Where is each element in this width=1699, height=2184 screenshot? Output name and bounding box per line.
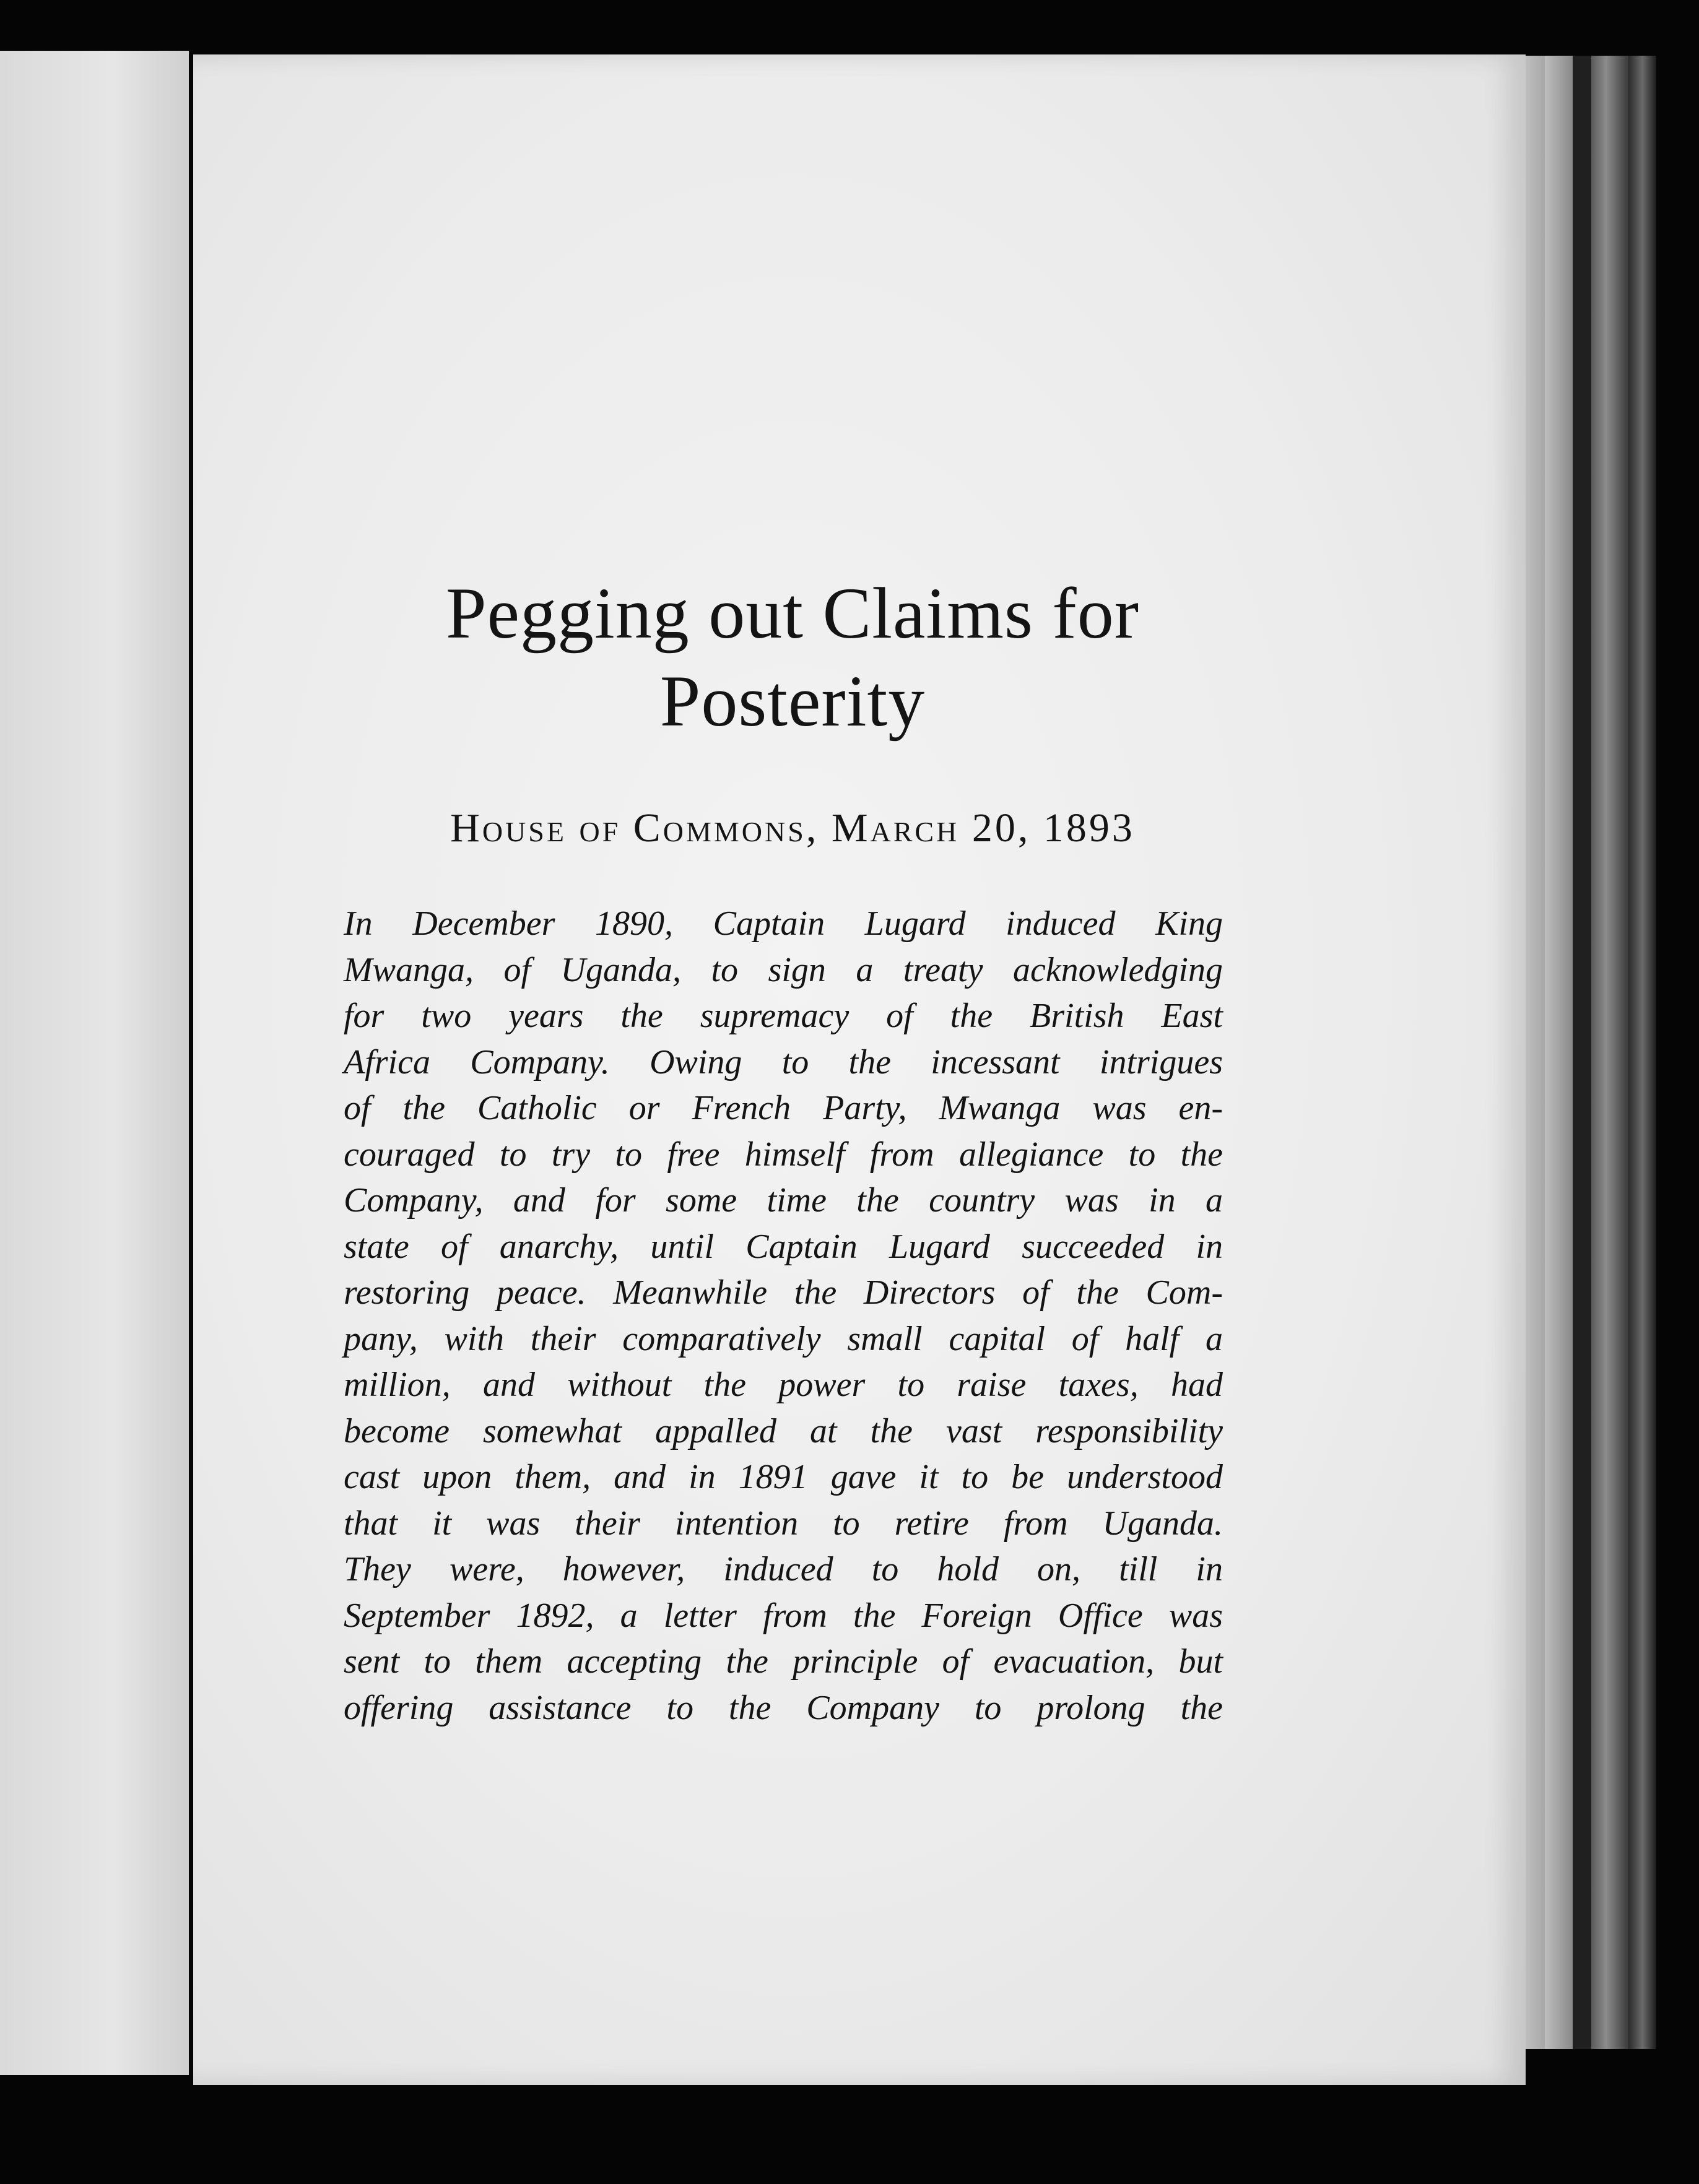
body-line: become somewhat appalled at the vast responsibility xyxy=(344,1411,1223,1450)
body-line: offering assistance to the Company to prolong the xyxy=(344,1688,1223,1727)
body-line: million, and without the power to raise taxes, had xyxy=(344,1366,1223,1404)
body-line: Company, and for some time the country was in a xyxy=(344,1181,1223,1220)
body-line: They were, however, induced to hold on, till in xyxy=(344,1550,1223,1588)
body-line: cast upon them, and in 1891 gave it to be understood xyxy=(344,1458,1223,1496)
body-line: couraged to try to free himself from allegiance to the xyxy=(344,1135,1223,1174)
body-paragraph xyxy=(344,901,1223,1731)
body-line: that it was their intention to retire from Uganda. xyxy=(344,1504,1223,1543)
body-line: In December 1890, Captain Lugard induced King xyxy=(344,904,1223,943)
previous-page-edge xyxy=(0,51,189,2075)
body-line: Mwanga, of Uganda, to sign a treaty acknowledging xyxy=(344,950,1223,989)
chapter-title xyxy=(347,570,1238,745)
body-line: Africa Company. Owing to the incessant intrigues xyxy=(344,1042,1223,1081)
book-cover-edge xyxy=(1591,56,1628,2049)
body-line: state of anarchy, until Captain Lugard succeeded in xyxy=(344,1227,1223,1266)
chapter-subtitle: House of Commons, March 20, 1893 xyxy=(450,805,1135,851)
book-cover-edge xyxy=(1628,56,1656,2049)
chapter-title-line-1: Pegging out Claims for xyxy=(445,573,1139,654)
body-line: sent to them accepting the principle of evacuation, but xyxy=(344,1642,1223,1681)
body-line: pany, with their comparatively small capital of half a xyxy=(344,1319,1223,1358)
page-edge-stack xyxy=(1545,56,1573,2049)
chapter-title-line-2: Posterity xyxy=(659,661,926,742)
page-edge-gap xyxy=(1573,56,1591,2049)
body-line: restoring peace. Meanwhile the Directors of the Com- xyxy=(344,1273,1223,1312)
body-line: for two years the supremacy of the British East xyxy=(344,997,1223,1035)
body-line: September 1892, a letter from the Foreign Office was xyxy=(344,1596,1223,1635)
body-line: of the Catholic or French Party, Mwanga was en- xyxy=(344,1089,1223,1127)
